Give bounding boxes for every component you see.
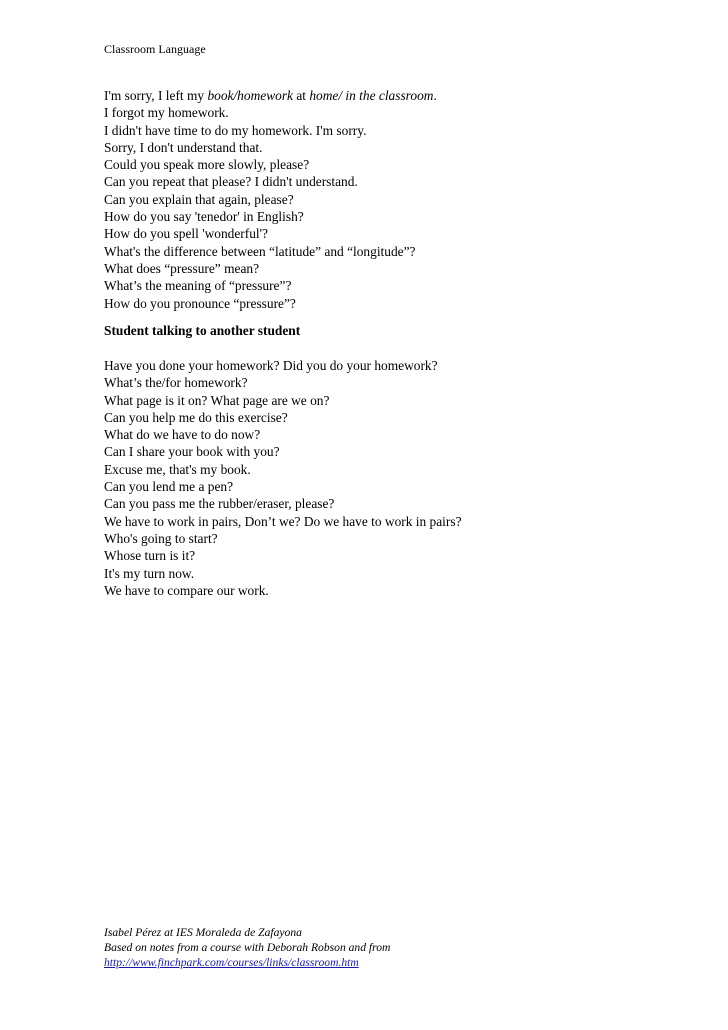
sentence-line: Sorry, I don't understand that. (104, 139, 263, 155)
sentence-line: Whose turn is it? (104, 548, 196, 564)
sentence-line: What’s the meaning of “pressure”? (104, 278, 292, 294)
sentence-line: What's the difference between “latitude” and “longitude”? (104, 243, 416, 259)
sentence-text: . (433, 88, 437, 103)
sentence-line: How do you say 'tenedor' in English? (104, 209, 304, 225)
sentence-line: How do you pronounce “pressure”? (104, 295, 296, 311)
sentence-line: It's my turn now. (104, 565, 195, 581)
sentence-line: What page is it on? What page are we on? (104, 392, 330, 408)
sentence-line: Can you help me do this exercise? (104, 409, 288, 425)
sentence-line: Can you repeat that please? I didn't understand. (104, 174, 358, 190)
footer-author: Isabel Pérez at IES Moraleda de Zafayona (104, 926, 302, 939)
sentence-text: at (292, 88, 310, 103)
sentence-line: Could you speak more slowly, please? (104, 157, 310, 173)
sentence-line: Can you lend me a pen? (104, 479, 234, 495)
sentence-line: Can you explain that again, please? (104, 191, 294, 207)
sentence-line: Excuse me, that's my book. (104, 461, 251, 477)
sentence-text: I'm sorry, I left my (104, 88, 208, 103)
sentence-line: Can you pass me the rubber/eraser, please? (104, 496, 335, 512)
sentence-line: What do we have to do now? (104, 427, 261, 443)
sentence-line: Can I share your book with you? (104, 444, 280, 460)
sentence-line: What’s the/for homework? (104, 375, 248, 391)
sentence-italic-place: home/ in the classroom (309, 88, 434, 103)
student-talk-section (104, 357, 462, 599)
page-footer (104, 925, 390, 971)
footer-source-link[interactable]: http://www.finchpark.com/courses/links/classroom.htm (104, 956, 359, 970)
sentence-line: I didn't have time to do my homework. I'm sorry. (104, 122, 367, 138)
sentence-line: I forgot my homework. (104, 105, 229, 121)
section-heading: Student talking to another student (104, 323, 301, 338)
first-sentence (104, 87, 437, 104)
document-page (104, 0, 704, 1030)
apologies-questions-section (104, 87, 437, 312)
sentence-line: What does “pressure” mean? (104, 260, 260, 276)
sentence-line: How do you spell 'wonderful'? (104, 226, 268, 242)
footer-credits: Based on notes from a course with Deborah Robson and from (104, 941, 391, 955)
sentence-line: We have to compare our work. (104, 582, 269, 598)
page-header: Classroom Language (104, 42, 206, 56)
sentence-italic-book: book/homework (207, 88, 293, 103)
sentence-line: Who's going to start? (104, 530, 218, 546)
sentence-line: Have you done your homework? Did you do your homework? (104, 358, 438, 373)
sentence-line: We have to work in pairs, Don’t we? Do we have to work in pairs? (104, 513, 462, 529)
